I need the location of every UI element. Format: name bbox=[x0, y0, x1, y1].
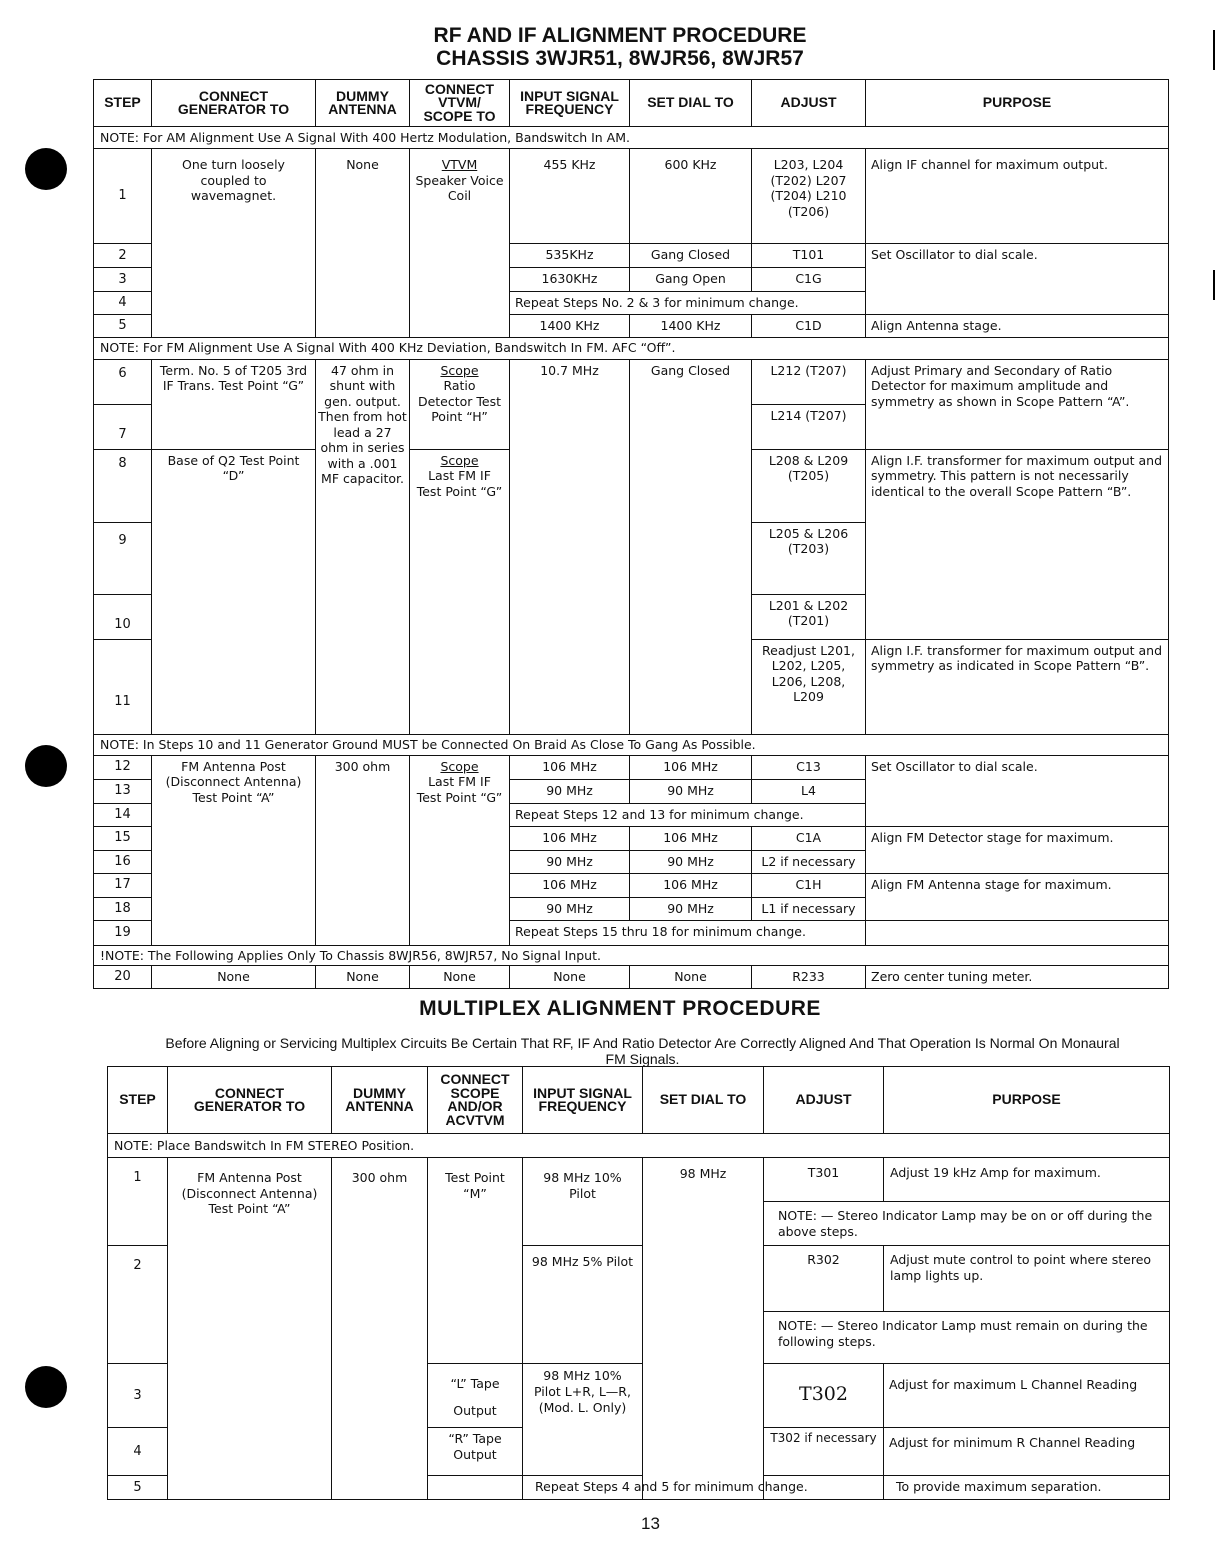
step-1-adjust-block bbox=[764, 1158, 1170, 1246]
purpose-text: Align FM Antenna stage for maximum. bbox=[866, 873, 1169, 920]
header-input-signal: INPUT SIGNAL FREQUENCY bbox=[510, 80, 630, 127]
dial-setting: 90 MHz bbox=[630, 779, 752, 803]
adjust-item: T101 bbox=[752, 244, 866, 268]
punch-hole-top bbox=[25, 148, 67, 190]
header-set-dial: SET DIAL TO bbox=[630, 80, 752, 127]
page-number: 13 bbox=[641, 1514, 660, 1533]
adjust-item: R302 bbox=[764, 1246, 884, 1311]
edge-mark bbox=[1213, 270, 1215, 300]
step-number: 13 bbox=[94, 779, 152, 803]
header-dummy-antenna: DUMMY ANTENNA bbox=[316, 80, 410, 127]
step-number: 1 bbox=[94, 149, 152, 244]
input-frequency: 455 KHz bbox=[510, 149, 630, 244]
dial-setting: 600 KHz bbox=[630, 149, 752, 244]
scope-label: Scope bbox=[440, 758, 479, 774]
adjust-item: L205 & L206 (T203) bbox=[752, 522, 866, 594]
repeat-instruction: Repeat Steps 12 and 13 for minimum change. bbox=[510, 803, 866, 826]
step-number: 1 bbox=[108, 1158, 168, 1246]
purpose-text: Align IF channel for maximum output. bbox=[866, 149, 1169, 244]
scope-empty bbox=[428, 1476, 523, 1500]
note-fm: NOTE: For FM Alignment Use A Signal With 400 KHz Deviation, Bandswitch In FM. AFC “Off”. bbox=[94, 337, 1169, 359]
dial-setting: None bbox=[630, 966, 752, 989]
scope-label: Scope bbox=[440, 452, 479, 468]
adjust-item: L4 bbox=[752, 779, 866, 803]
header-connect-scope: CONNECT SCOPE AND/OR ACVTVM bbox=[428, 1067, 523, 1134]
purpose-text: Align FM Detector stage for maximum. bbox=[866, 826, 1169, 873]
input-frequency: 1400 KHz bbox=[510, 315, 630, 338]
fm-rf-generator: FM Antenna Post (Disconnect Antenna) Test Point “A” bbox=[152, 755, 316, 945]
vtvm-label: VTVM bbox=[441, 157, 478, 172]
fm-if-generator-8: Base of Q2 Test Point “D” bbox=[152, 449, 316, 734]
adjust-item: T302 if necessary bbox=[764, 1428, 884, 1476]
header-adjust: ADJUST bbox=[752, 80, 866, 127]
table-header-row bbox=[108, 1067, 1170, 1134]
adjust-item: C1H bbox=[752, 873, 866, 897]
step-number: 9 bbox=[94, 522, 152, 594]
vtvm-target: Speaker Voice Coil bbox=[415, 172, 504, 203]
rf-if-title: RF AND IF ALIGNMENT PROCEDURE CHASSIS 3WJR51, 8WJR56, 8WJR57 bbox=[433, 24, 807, 70]
am-dummy: None bbox=[316, 149, 410, 338]
step-number: 7 bbox=[94, 404, 152, 449]
step-number: 3 bbox=[94, 268, 152, 292]
header-dummy-antenna: DUMMY ANTENNA bbox=[332, 1067, 428, 1134]
fm-if-dummy: 47 ohm in shunt with gen. output. Then from hot lead a 27 ohm in series with a .001 MF capacitor. bbox=[316, 359, 410, 734]
repeat-instruction: Repeat Steps No. 2 & 3 for minimum change. bbox=[510, 292, 866, 315]
purpose-text: Align I.F. transformer for maximum output and symmetry as indicated in Scope Pattern “B”. bbox=[866, 639, 1169, 734]
purpose-text: Adjust mute control to point where stereo lamp lights up. bbox=[890, 1252, 1152, 1283]
input-frequency: 106 MHz bbox=[510, 826, 630, 850]
adjust-item: L212 (T207) bbox=[752, 359, 866, 404]
purpose-text: Adjust for minimum R Channel Reading bbox=[884, 1428, 1170, 1476]
input-frequency: 90 MHz bbox=[510, 850, 630, 873]
note-stereo: NOTE: Place Bandswitch In FM STEREO Position. bbox=[108, 1134, 1170, 1158]
punch-hole-middle bbox=[25, 745, 67, 787]
input-frequency: 90 MHz bbox=[510, 897, 630, 920]
header-step: STEP bbox=[108, 1067, 168, 1134]
adjust-item: C1A bbox=[752, 826, 866, 850]
dial-setting: 106 MHz bbox=[630, 755, 752, 779]
scope-point: “R” Tape Output bbox=[428, 1428, 523, 1476]
dial-setting: 90 MHz bbox=[630, 850, 752, 873]
table-header-row bbox=[94, 80, 1169, 127]
dial-setting: Gang Closed bbox=[630, 244, 752, 268]
mpx-generator: FM Antenna Post (Disconnect Antenna) Test Point “A” bbox=[168, 1158, 332, 1500]
adjust-item: Readjust L201, L202, L205, L206, L208, L209 bbox=[752, 639, 866, 734]
am-generator: One turn loosely coupled to wavemagnet. bbox=[152, 149, 316, 338]
header-input-signal: INPUT SIGNAL FREQUENCY bbox=[523, 1067, 643, 1134]
am-vtvm bbox=[410, 149, 510, 338]
header-connect-vtvm: CONNECT VTVM/ SCOPE TO bbox=[410, 80, 510, 127]
generator-value: None bbox=[152, 966, 316, 989]
step-number: 4 bbox=[94, 292, 152, 315]
purpose-text: Align I.F. transformer for maximum output and symmetry. This pattern is not necessarily identical to the overall Scope Pattern “B”. bbox=[866, 449, 1169, 639]
input-frequency: 106 MHz bbox=[510, 873, 630, 897]
header-adjust: ADJUST bbox=[764, 1067, 884, 1134]
step-number: 2 bbox=[94, 244, 152, 268]
fm-if-generator-6: Term. No. 5 of T205 3rd IF Trans. Test Point “G” bbox=[152, 359, 316, 449]
fm-if-dial: Gang Closed bbox=[630, 359, 752, 734]
step-number: 19 bbox=[94, 920, 152, 945]
fm-if-scope-6 bbox=[410, 359, 510, 449]
handwritten-t302: T302 bbox=[799, 1383, 848, 1406]
step-number: 20 bbox=[94, 966, 152, 989]
repeat-instruction: Repeat Steps 15 thru 18 for minimum change. bbox=[510, 920, 866, 945]
dial-setting: Gang Open bbox=[630, 268, 752, 292]
adjust-item: L2 if necessary bbox=[752, 850, 866, 873]
scope-label: Scope bbox=[440, 362, 479, 378]
step-number: 14 bbox=[94, 803, 152, 826]
purpose-text: Align Antenna stage. bbox=[866, 315, 1169, 338]
adjust-item: L1 if necessary bbox=[752, 897, 866, 920]
mpx-intro: Before Aligning or Servicing Multiplex Circuits Be Certain That RF, IF And Ratio Detector Are Correctly Aligned And That Operation Is Normal On Monaural FM Signals. bbox=[165, 1035, 1120, 1067]
mpx-dummy: 300 ohm bbox=[332, 1158, 428, 1500]
header-connect-generator: CONNECT GENERATOR TO bbox=[152, 80, 316, 127]
table-row bbox=[108, 1158, 1170, 1246]
mpx-dial: 98 MHz bbox=[643, 1158, 764, 1500]
fm-if-frequency: 10.7 MHz bbox=[510, 359, 630, 734]
repeat-instruction: Repeat Steps 4 and 5 for minimum change. bbox=[523, 1476, 884, 1500]
step-number: 16 bbox=[94, 850, 152, 873]
scope-target: Last FM IF Test Point “G” bbox=[416, 774, 503, 805]
adjust-item bbox=[764, 1364, 884, 1428]
scope-target: Ratio Detector Test Point “H” bbox=[417, 378, 502, 424]
adjust-item: C1G bbox=[752, 268, 866, 292]
purpose-text: Adjust Primary and Secondary of Ratio Detector for maximum amplitude and symmetry as shown in Scope Pattern “A”. bbox=[866, 359, 1169, 449]
adjust-item: L208 & L209 (T205) bbox=[752, 449, 866, 522]
table-row bbox=[94, 755, 1169, 779]
purpose-text: Set Oscillator to dial scale. bbox=[866, 755, 1169, 826]
adjust-item: L203, L204 (T202) L207 (T204) L210 (T206) bbox=[752, 149, 866, 244]
adjust-item: T301 bbox=[764, 1158, 884, 1201]
purpose-text: Zero center tuning meter. bbox=[866, 966, 1169, 989]
step-number: 18 bbox=[94, 897, 152, 920]
fm-rf-scope bbox=[410, 755, 510, 945]
note-am: NOTE: For AM Alignment Use A Signal With 400 Hertz Modulation, Bandswitch In AM. bbox=[94, 127, 1169, 149]
adjust-item: L201 & L202 (T201) bbox=[752, 594, 866, 639]
step-number: 5 bbox=[108, 1476, 168, 1500]
header-set-dial: SET DIAL TO bbox=[643, 1067, 764, 1134]
dial-setting: 106 MHz bbox=[630, 873, 752, 897]
scope-point: Test Point “M” bbox=[428, 1158, 523, 1364]
step-number: 2 bbox=[108, 1246, 168, 1364]
mpx-note-1: NOTE: — Stereo Indicator Lamp may be on or off during the above steps. bbox=[778, 1208, 1153, 1239]
step-number: 3 bbox=[108, 1364, 168, 1428]
adjust-item: L214 (T207) bbox=[752, 404, 866, 449]
header-purpose: PURPOSE bbox=[866, 80, 1169, 127]
step-number: 6 bbox=[94, 359, 152, 404]
adjust-item: C1D bbox=[752, 315, 866, 338]
step-number: 5 bbox=[94, 315, 152, 338]
input-frequency: 106 MHz bbox=[510, 755, 630, 779]
step-number: 12 bbox=[94, 755, 152, 779]
dial-setting: 106 MHz bbox=[630, 826, 752, 850]
header-purpose: PURPOSE bbox=[884, 1067, 1170, 1134]
input-frequency: 98 MHz 5% Pilot bbox=[523, 1246, 643, 1364]
header-connect-generator: CONNECT GENERATOR TO bbox=[168, 1067, 332, 1134]
step-number: 15 bbox=[94, 826, 152, 850]
scope-target: Last FM IF Test Point “G” bbox=[416, 468, 503, 499]
note-8wjr: !NOTE: The Following Applies Only To Chassis 8WJR56, 8WJR57, No Signal Input. bbox=[94, 945, 1169, 966]
input-frequency: 1630KHz bbox=[510, 268, 630, 292]
adjust-item: C13 bbox=[752, 755, 866, 779]
scope-point: “L” Tape Output bbox=[428, 1364, 523, 1428]
table-row bbox=[94, 359, 1169, 404]
fm-if-scope-8 bbox=[410, 449, 510, 734]
adjust-item: R233 bbox=[752, 966, 866, 989]
vtvm-value: None bbox=[410, 966, 510, 989]
mpx-title: MULTIPLEX ALIGNMENT PROCEDURE bbox=[419, 997, 821, 1020]
step-number: 11 bbox=[94, 639, 152, 734]
punch-hole-bottom bbox=[25, 1366, 67, 1408]
purpose-text: Adjust 19 kHz Amp for maximum. bbox=[890, 1165, 1101, 1180]
purpose-text: Adjust for maximum L Channel Reading bbox=[884, 1364, 1170, 1428]
dial-setting: 90 MHz bbox=[630, 897, 752, 920]
step-number: 4 bbox=[108, 1428, 168, 1476]
edge-mark bbox=[1213, 30, 1215, 70]
input-frequency: 98 MHz 10% Pilot L+R, L—R, (Mod. L. Only) bbox=[523, 1364, 643, 1476]
table-row bbox=[94, 966, 1169, 989]
input-frequency: 90 MHz bbox=[510, 779, 630, 803]
dial-setting: 1400 KHz bbox=[630, 315, 752, 338]
header-step: STEP bbox=[94, 80, 152, 127]
purpose-text: To provide maximum separation. bbox=[884, 1476, 1170, 1500]
step-number: 8 bbox=[94, 449, 152, 522]
note-ground: NOTE: In Steps 10 and 11 Generator Ground MUST be Connected On Braid As Close To Gang As Possible. bbox=[94, 734, 1169, 755]
input-frequency: None bbox=[510, 966, 630, 989]
step-number: 10 bbox=[94, 594, 152, 639]
purpose-empty bbox=[866, 920, 1169, 945]
mpx-note-2: NOTE: — Stereo Indicator Lamp must remain on during the following steps. bbox=[778, 1318, 1148, 1349]
input-frequency: 98 MHz 10% Pilot bbox=[523, 1158, 643, 1246]
step-number: 17 bbox=[94, 873, 152, 897]
purpose-text: Set Oscillator to dial scale. bbox=[866, 244, 1169, 315]
fm-rf-dummy: 300 ohm bbox=[316, 755, 410, 945]
rf-if-table bbox=[93, 79, 1169, 989]
input-frequency: 535KHz bbox=[510, 244, 630, 268]
mpx-table bbox=[107, 1066, 1170, 1500]
table-row bbox=[94, 149, 1169, 244]
dummy-value: None bbox=[316, 966, 410, 989]
step-2-adjust-block bbox=[764, 1246, 1170, 1364]
